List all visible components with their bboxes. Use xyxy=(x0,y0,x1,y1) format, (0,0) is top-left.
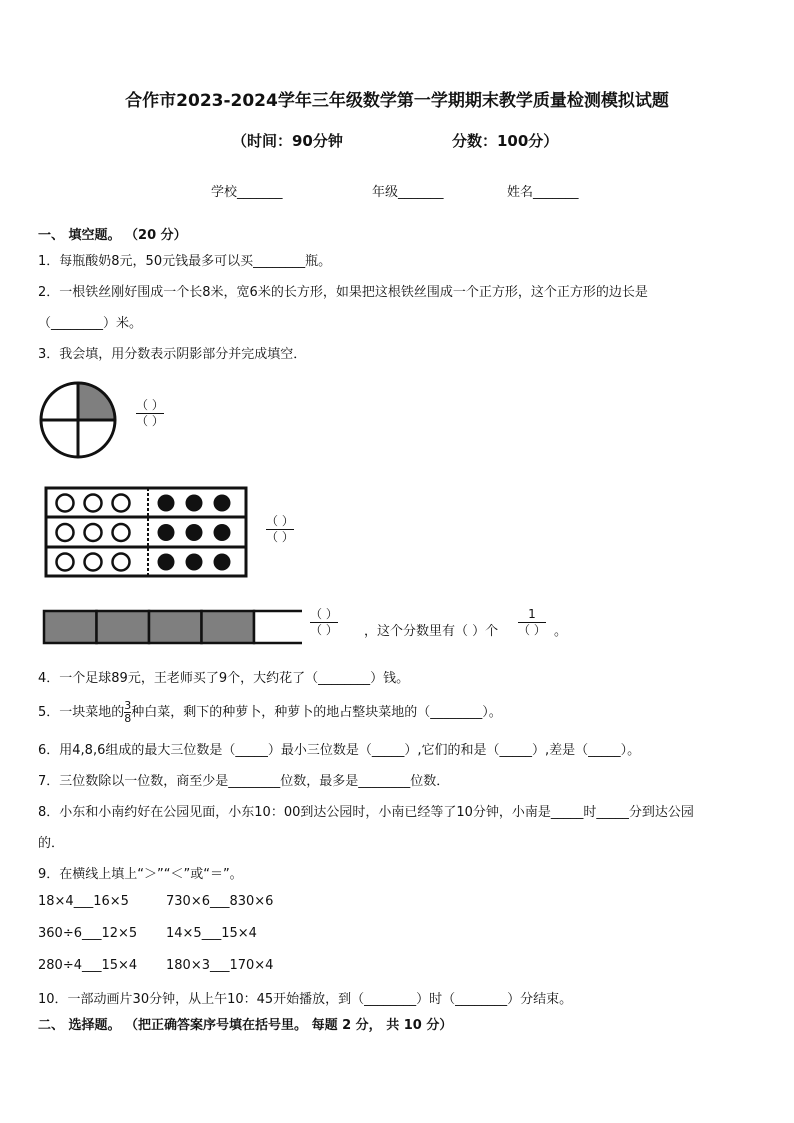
filled-dot xyxy=(158,524,175,541)
question-1: 1．每瓶酸奶8元，50元钱最多可以买________瓶。 xyxy=(38,254,332,269)
page-title: 合作市2023-2024学年三年级数学第一学期期末教学质量检测模拟试题 xyxy=(125,91,669,111)
question-4: 4．一个足球89元，王老师买了9个，大约花了（________）钱。 xyxy=(38,671,410,686)
filled-dot xyxy=(186,554,203,571)
comparison-item: 280÷4___15×4 xyxy=(38,958,138,973)
comparison-item: 360÷6___12×5 xyxy=(38,926,138,941)
denominator-blank[interactable]: （ ） xyxy=(136,414,164,428)
segment-bar-figure xyxy=(42,609,302,647)
question-5-prefix: 5．一块菜地的 xyxy=(38,705,125,720)
denominator-blank[interactable]: （ ） xyxy=(310,623,338,637)
numerator-blank[interactable]: （ ） xyxy=(310,607,338,621)
question-10: 10．一部动画片30分钟，从上午10：45开始播放，到（________）时（________）分结束。 xyxy=(38,992,573,1007)
shaded-segment xyxy=(149,611,202,643)
comparison-item: 18×4___16×5 xyxy=(38,894,129,909)
question-3: 3．我会填，用分数表示阴影部分并完成填空． xyxy=(38,347,307,362)
comparison-item: 730×6___830×6 xyxy=(166,894,274,909)
numerator-blank[interactable]: （ ） xyxy=(136,398,164,412)
filled-dot xyxy=(186,495,203,512)
open-dot xyxy=(113,495,130,512)
school-field[interactable]: 学校_______ xyxy=(211,185,283,200)
open-dot xyxy=(85,495,102,512)
denominator-blank[interactable]: （ ） xyxy=(518,623,546,637)
section-heading-fill-blank: 一、 填空题。 （20 分） xyxy=(38,228,187,243)
open-dot xyxy=(57,495,74,512)
question-6: 6．用4,8,6组成的最大三位数是（_____）最小三位数是（_____）,它们的和是（_____）,差是（_____）。 xyxy=(38,743,641,758)
exam-time: （时间：90分钟 xyxy=(232,132,343,150)
exam-score: 分数：100分） xyxy=(452,132,559,150)
question-3-end: 。 xyxy=(554,624,568,639)
question-8-line-1: 8．小东和小南约好在公园见面，小东10：00到达公园时，小南已经等了10分钟，小南是_____时_____分到达公园 xyxy=(38,805,694,820)
question-2-line-2: （________）米。 xyxy=(38,316,143,331)
shaded-segment xyxy=(202,611,255,643)
section-heading-multiple-choice: 二、 选择题。 （把正确答案序号填在括号里。 每题 2 分， 共 10 分） xyxy=(38,1018,453,1033)
open-dot xyxy=(57,524,74,541)
filled-dot xyxy=(214,554,231,571)
quarter-circle-figure xyxy=(38,380,118,460)
q5-numerator: 3 xyxy=(124,699,132,712)
open-dot xyxy=(113,524,130,541)
comparison-item: 14×5___15×4 xyxy=(166,926,257,941)
grade-field[interactable]: 年级_______ xyxy=(372,185,444,200)
question-5-suffix: 种白菜，剩下的种萝卜，种萝卜的地占整块菜地的（________）。 xyxy=(131,705,502,720)
shaded-segment xyxy=(44,611,97,643)
open-dot xyxy=(57,554,74,571)
fraction-answer-3[interactable] xyxy=(310,607,338,638)
filled-dot xyxy=(214,495,231,512)
empty-segment xyxy=(254,611,302,643)
question-9: 9．在横线上填上“＞”“＜”或“＝”。 xyxy=(38,867,243,882)
comparison-item: 180×3___170×4 xyxy=(166,958,274,973)
question-3-unit-text: ，这个分数里有（ ）个 xyxy=(364,624,499,639)
question-8-line-2: 的． xyxy=(38,836,65,851)
denominator-blank[interactable]: （ ） xyxy=(266,530,294,544)
unit-numerator: 1 xyxy=(528,607,536,621)
unit-fraction xyxy=(518,607,546,638)
filled-dot xyxy=(186,524,203,541)
question-5 xyxy=(38,700,502,725)
q5-denominator: 8 xyxy=(124,712,132,725)
question-2-line-1: 2．一根铁丝刚好围成一个长8米，宽6米的长方形，如果把这根铁丝围成一个正方形，这个正方形的边长是 xyxy=(38,285,648,300)
fraction-answer-1[interactable] xyxy=(136,398,164,429)
open-dot xyxy=(85,524,102,541)
dots-figure xyxy=(44,486,248,578)
open-dot xyxy=(85,554,102,571)
shaded-segment xyxy=(97,611,150,643)
numerator-blank[interactable]: （ ） xyxy=(266,514,294,528)
question-7: 7．三位数除以一位数，商至少是________位数，最多是________位数． xyxy=(38,774,450,789)
filled-dot xyxy=(158,495,175,512)
name-field[interactable]: 姓名_______ xyxy=(507,185,579,200)
open-dot xyxy=(113,554,130,571)
filled-dot xyxy=(158,554,175,571)
filled-dot xyxy=(214,524,231,541)
fraction-answer-2[interactable] xyxy=(266,514,294,545)
